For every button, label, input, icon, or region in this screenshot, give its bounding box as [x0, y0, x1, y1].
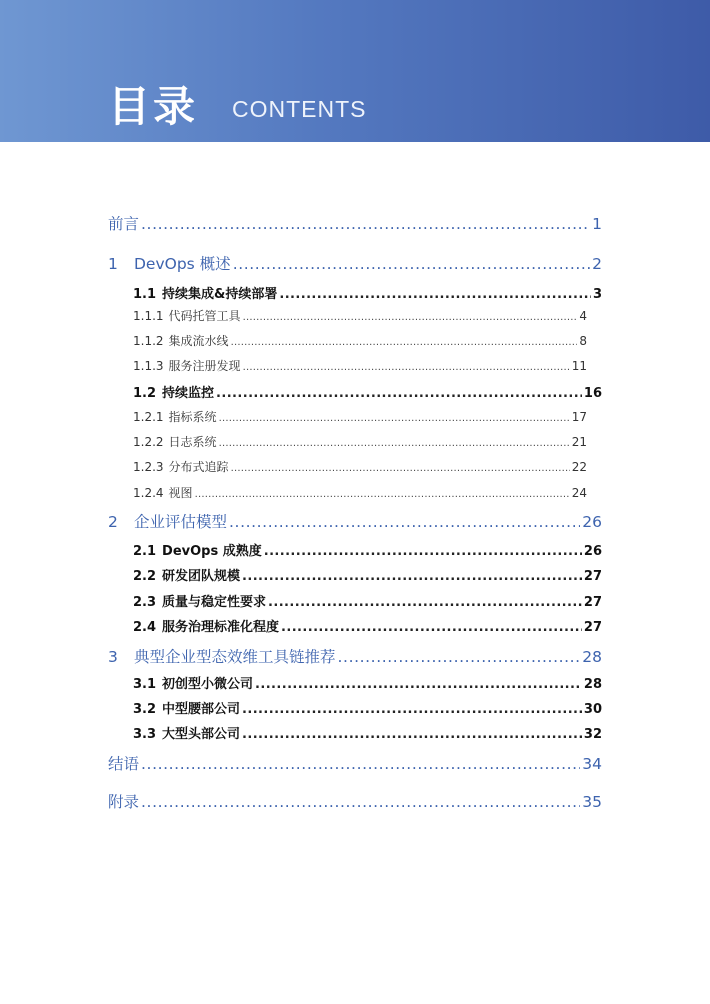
toc-entry-number: 3.2 — [133, 702, 157, 717]
toc-entry-title: DevOps 概述 — [134, 255, 231, 273]
dot-leader — [242, 569, 582, 584]
toc-entry[interactable] — [108, 510, 602, 532]
toc-entry[interactable] — [133, 565, 602, 584]
toc-entry[interactable] — [133, 698, 602, 717]
toc-entry-number: 3.1 — [133, 677, 157, 692]
dot-leader — [219, 413, 570, 424]
toc-entry-page-number: 21 — [571, 435, 587, 449]
dot-leader — [338, 648, 581, 666]
toc-entry-title: 集成流水线 — [168, 334, 229, 348]
toc-entry[interactable] — [108, 752, 602, 774]
dot-leader — [229, 513, 580, 531]
toc-entry-page-number: 2 — [592, 255, 602, 273]
toc-entry-page-number: 27 — [583, 620, 602, 635]
toc-entry-number: 1.1 — [133, 287, 157, 302]
toc-entry-title: 服务注册发现 — [168, 359, 241, 373]
toc-entry-number: 1.1.1 — [133, 309, 164, 323]
dot-leader — [219, 438, 570, 449]
toc-entry-title: DevOps 成熟度 — [162, 544, 262, 559]
dot-leader — [141, 215, 590, 233]
dot-leader — [216, 386, 582, 401]
toc-entry-page-number: 1 — [592, 215, 602, 233]
toc-entry-title: 持续集成&持续部署 — [162, 287, 278, 302]
toc-entry-page-number: 17 — [571, 410, 587, 424]
toc-entry[interactable] — [133, 382, 602, 401]
toc-entry-title: 日志系统 — [168, 435, 217, 449]
toc-entry-number: 2.1 — [133, 544, 157, 559]
toc-entry-number: 2 — [108, 513, 118, 531]
toc-entry-title: 分布式追踪 — [168, 460, 229, 474]
toc-entry-page-number: 27 — [583, 595, 602, 610]
toc-entry-number: 2.3 — [133, 595, 157, 610]
page-title: 目录 — [108, 82, 199, 131]
toc-entry-title: 视图 — [168, 486, 193, 500]
toc-entry-title: 典型企业型态效维工具链推荐 — [134, 648, 336, 666]
toc-entry-number: 3 — [108, 648, 118, 666]
toc-entry-number: 1 — [108, 255, 118, 273]
page-subtitle: CONTENTS — [232, 96, 367, 122]
toc-entry[interactable] — [108, 790, 602, 812]
dot-leader — [141, 755, 580, 773]
toc-entry-page-number: 26 — [582, 513, 602, 531]
dot-leader — [141, 793, 580, 811]
dot-leader — [195, 489, 570, 500]
toc-entry-page-number: 24 — [571, 486, 587, 500]
toc-entry[interactable] — [133, 433, 587, 450]
toc-entry-title: 服务治理标准化程度 — [162, 620, 280, 635]
toc-entry-page-number: 27 — [583, 569, 602, 584]
toc-entry-number: 1.1.2 — [133, 334, 164, 348]
toc-entry-page-number: 16 — [583, 386, 602, 401]
dot-leader — [233, 255, 590, 273]
toc-entry-page-number: 34 — [582, 755, 602, 773]
toc-entry-number: 1.2.1 — [133, 410, 164, 424]
toc-entry[interactable] — [133, 357, 587, 374]
toc-entry[interactable] — [133, 673, 602, 692]
toc-entry[interactable] — [133, 540, 602, 559]
toc-entry[interactable] — [133, 616, 602, 635]
toc-entry-number: 1.1.3 — [133, 359, 164, 373]
dot-leader — [243, 362, 570, 373]
toc-entry[interactable] — [133, 458, 587, 475]
toc-entry-number: 2.2 — [133, 569, 157, 584]
toc-entry-number: 1.2.2 — [133, 435, 164, 449]
dot-leader — [231, 463, 570, 474]
toc-entry-page-number: 32 — [583, 727, 602, 742]
dot-leader — [268, 595, 582, 610]
toc-entry[interactable] — [133, 591, 602, 610]
toc-entry-page-number: 28 — [583, 677, 602, 692]
dot-leader — [231, 337, 578, 348]
toc-entry-page-number: 22 — [571, 460, 587, 474]
toc-entry-title: 附录 — [108, 793, 140, 811]
dot-leader — [279, 287, 591, 302]
toc-entry-title: 结语 — [108, 755, 140, 773]
toc-entry-title: 代码托管工具 — [168, 309, 241, 323]
toc-entry[interactable] — [133, 408, 587, 425]
toc-entry-page-number: 11 — [571, 359, 587, 373]
toc-entry-number: 3.3 — [133, 727, 157, 742]
toc-entry-title: 初创型小微公司 — [162, 677, 254, 692]
toc-entry-page-number: 30 — [583, 702, 602, 717]
toc-entry-title: 研发团队规模 — [162, 569, 241, 584]
toc-entry[interactable] — [133, 307, 587, 324]
toc-entry-title: 指标系统 — [168, 410, 217, 424]
toc-entry[interactable] — [108, 252, 602, 274]
dot-leader — [242, 702, 582, 717]
toc-entry-title: 质量与稳定性要求 — [162, 595, 267, 610]
toc-entry-number: 1.2.4 — [133, 486, 164, 500]
dot-leader — [264, 544, 582, 559]
toc-entry[interactable] — [133, 283, 602, 302]
toc-entry-title: 企业评估模型 — [134, 513, 228, 531]
dot-leader — [281, 620, 582, 635]
toc-entry-number: 1.2.3 — [133, 460, 164, 474]
toc-entry-page-number: 28 — [582, 648, 602, 666]
toc-entry-page-number: 26 — [583, 544, 602, 559]
toc-entry[interactable] — [108, 645, 602, 667]
toc-entry[interactable] — [133, 723, 602, 742]
toc-entry-title: 中型腰部公司 — [162, 702, 241, 717]
dot-leader — [255, 677, 582, 692]
toc-entry-page-number: 8 — [579, 334, 587, 348]
toc-entry-number: 1.2 — [133, 386, 157, 401]
toc-entry-title: 大型头部公司 — [162, 727, 241, 742]
toc-entry[interactable] — [133, 484, 587, 501]
toc-entry-title: 前言 — [108, 215, 140, 233]
toc-entry-page-number: 4 — [579, 309, 587, 323]
toc-entry-page-number: 35 — [582, 793, 602, 811]
toc-entry-number: 2.4 — [133, 620, 157, 635]
dot-leader — [242, 727, 582, 742]
toc-entry[interactable] — [108, 212, 602, 234]
header-banner — [0, 0, 710, 142]
dot-leader — [243, 312, 578, 323]
toc-entry-title: 持续监控 — [162, 386, 215, 401]
toc-entry-page-number: 3 — [592, 287, 602, 302]
toc-entry[interactable] — [133, 332, 587, 349]
